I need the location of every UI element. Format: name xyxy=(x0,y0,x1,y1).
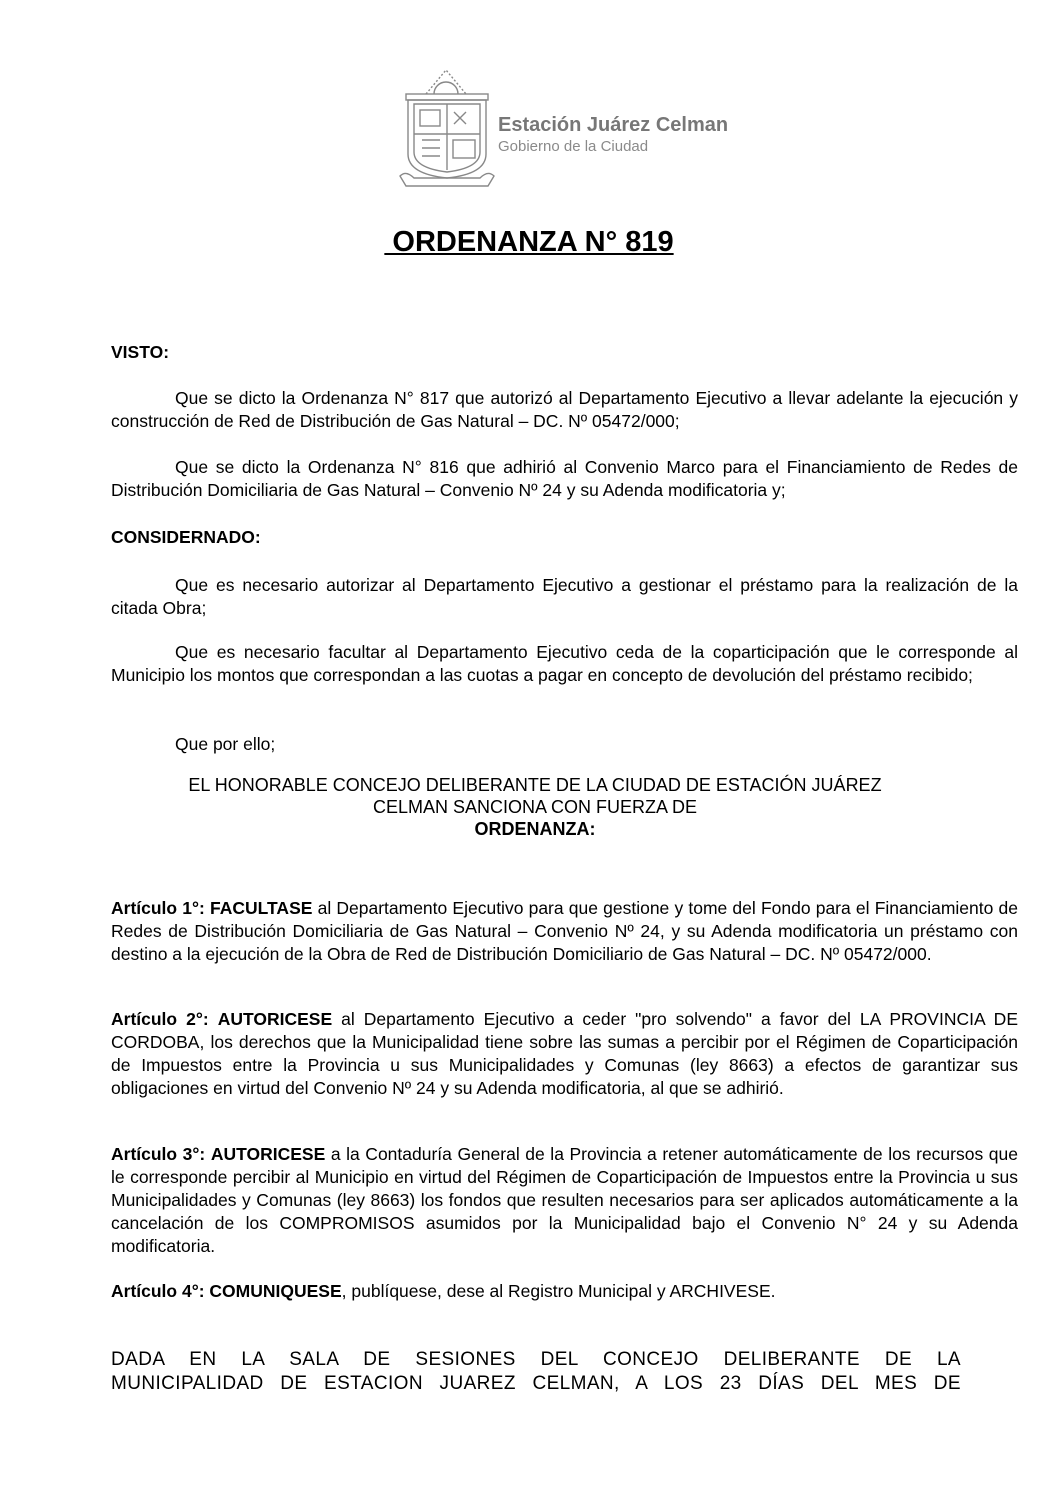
visto-paragraph-1-text: Que se dicto la Ordenanza N° 817 que autorizó al Departamento Ejecutivo a llevar adelante la ejecución y construcción de Red de Distribución de Gas Natural – DC. Nº 05472/000; xyxy=(111,388,1018,431)
page-title: ORDENANZA N° 819 xyxy=(384,226,674,258)
article-4 xyxy=(111,1280,1018,1303)
article-1-keyword: FACULTASE xyxy=(210,898,313,918)
coat-of-arms-icon xyxy=(396,66,496,191)
visto-heading: VISTO: xyxy=(111,342,170,362)
article-3-text: a la Contaduría General de la Provincia a retener automáticamente de los recursos que le corresponde percibir al Municipio en virtud del Régimen de Coparticipación de Impuestos entre la Provincia u sus Municipalidades y Comunas (ley 8663) los fondos que resulten necesarios para ser aplicados automáticamente a la cancelación de los COMPROMISOS asumidos por la Municipalidad bajo el Convenio N° 24 y su Adenda modificatoria. xyxy=(111,1144,1018,1256)
considerando-paragraph-3-text: Que por ello; xyxy=(175,734,276,754)
considerando-heading: CONSIDERNADO: xyxy=(111,527,261,547)
logo-name: Estación Juárez Celman xyxy=(498,114,729,136)
article-1-text: al Departamento Ejecutivo para que gestione y tome del Fondo para el Financiamiento de Redes de Distribución Domiciliaria de Gas Natural – Convenio Nº 24, y su Adenda modificatoria un préstamo con destino a la ejecución de la Obra de Red de Distribución Domiciliario de Gas Natural – DC. Nº 05472/000. xyxy=(111,898,1018,964)
considerando-paragraph-2 xyxy=(111,641,1018,687)
closing-block xyxy=(111,1348,961,1396)
municipal-logo xyxy=(396,66,776,191)
considerando-paragraph-1-text: Que es necesario autorizar al Departamento Ejecutivo a gestionar el préstamo para la realización de la citada Obra; xyxy=(111,575,1018,618)
sanciona-line-3: ORDENANZA: xyxy=(474,819,596,839)
considerando-paragraph-2-text: Que es necesario facultar al Departamento Ejecutivo ceda de la coparticipación que le corresponde al Municipio los montos que correspondan a las cuotas a pagar en concepto de devolución del préstamo recibido; xyxy=(111,642,1018,685)
sanciona-line-2: CELMAN SANCIONA CON FUERZA DE xyxy=(372,797,698,817)
considerando-paragraph-3 xyxy=(111,733,1018,756)
article-4-text: , publíquese, dese al Registro Municipal y ARCHIVESE. xyxy=(341,1281,776,1301)
visto-paragraph-2-text: Que se dicto la Ordenanza N° 816 que adhirió al Convenio Marco para el Financiamiento de Redes de Distribución Domiciliaria de Gas Natural – Convenio Nº 24 y su Adenda modificatoria y; xyxy=(111,457,1018,500)
article-3 xyxy=(111,1143,1018,1258)
article-2-text: al Departamento Ejecutivo a ceder "pro solvendo" a favor del LA PROVINCIA DE CORDOBA, los derechos que la Municipalidad tiene sobre las sumas a percibir por el Régimen de Coparticipación de Impuestos entre la Provincia u sus Municipalidades y Comunas (ley 8663) a efectos de garantizar sus obligaciones en virtud del Convenio Nº 24 y su Adenda modificatoria, al que se adhirió. xyxy=(111,1009,1018,1098)
article-2-keyword: AUTORICESE xyxy=(217,1009,333,1029)
article-2 xyxy=(111,1008,1018,1100)
article-4-label: Artículo 4°: xyxy=(111,1281,205,1301)
visto-paragraph-2 xyxy=(111,456,1018,502)
article-4-keyword: COMUNIQUESE xyxy=(209,1281,342,1301)
sanciona-block xyxy=(90,774,980,840)
sanciona-line-1: EL HONORABLE CONCEJO DELIBERANTE DE LA CIUDAD DE ESTACIÓN JUÁREZ xyxy=(188,775,882,795)
closing-line-1: DADA EN LA SALA DE SESIONES DEL CONCEJO DELIBERANTE DE LA xyxy=(111,1349,961,1370)
considerando-paragraph-1 xyxy=(111,574,1018,620)
article-2-label: Artículo 2°: xyxy=(111,1009,209,1029)
visto-paragraph-1 xyxy=(111,387,1018,433)
article-3-keyword: AUTORICESE xyxy=(210,1144,326,1164)
article-1 xyxy=(111,897,1018,966)
article-1-label: Artículo 1°: xyxy=(111,898,205,918)
logo-subtitle: Gobierno de la Ciudad xyxy=(498,138,649,155)
closing-line-2: MUNICIPALIDAD DE ESTACION JUAREZ CELMAN, A LOS 23 DÍAS DEL MES DE xyxy=(111,1373,961,1394)
article-3-label: Artículo 3°: xyxy=(111,1144,206,1164)
